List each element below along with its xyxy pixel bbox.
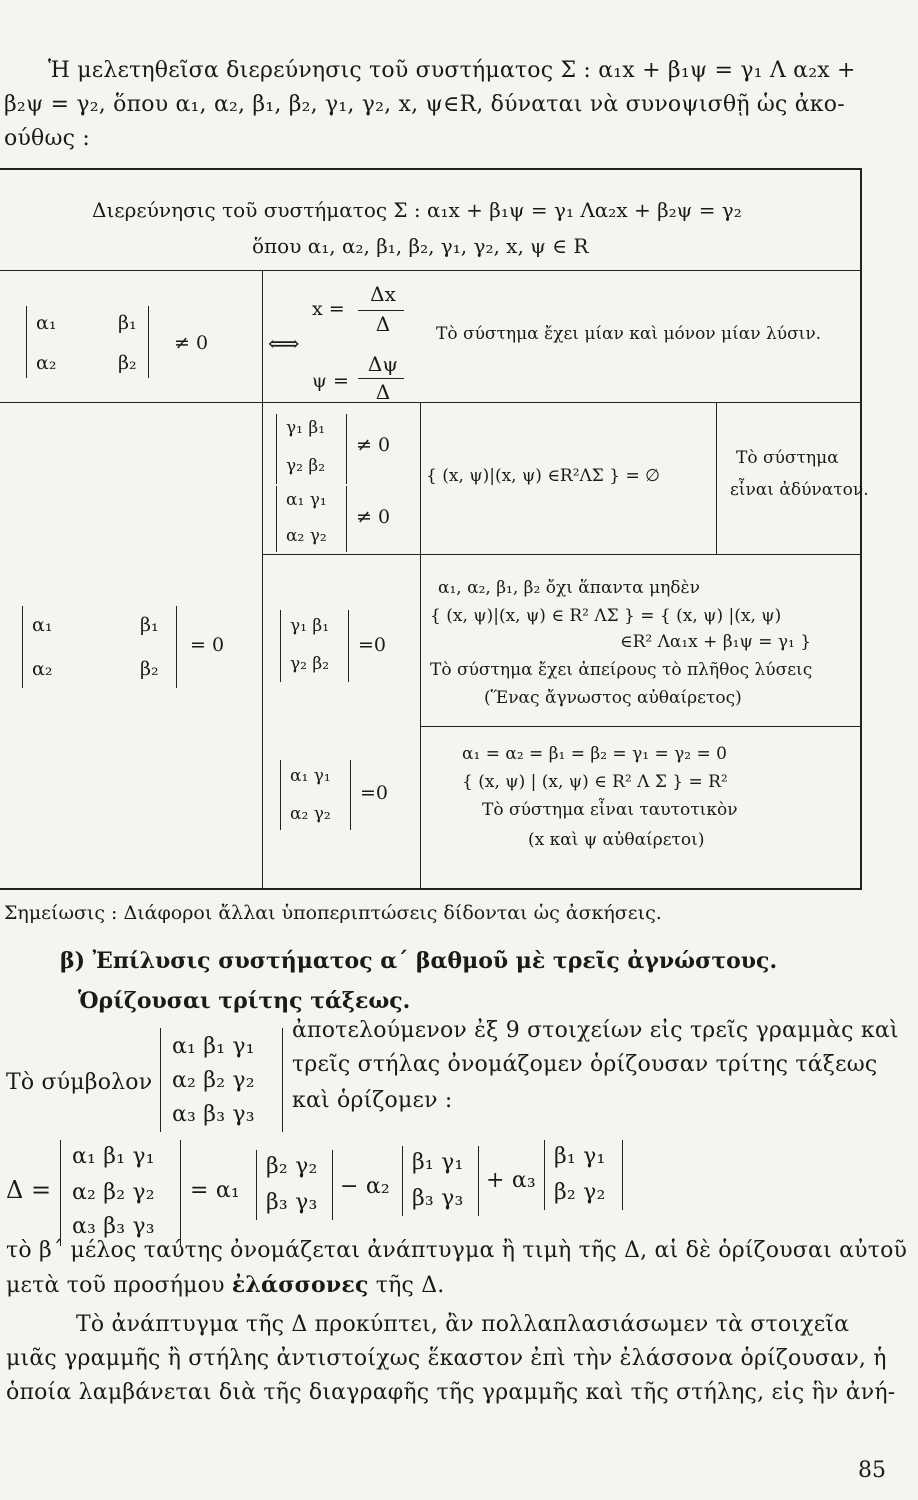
det-bar-left — [26, 306, 27, 378]
symbol-text-1: ἀποτελούμενον ἐξ 9 στοιχείων εἰς τρεῖς γραμμὰς καὶ — [292, 1018, 899, 1043]
row3-d2-r1: α₁ γ₁ — [290, 766, 331, 786]
det-bar — [544, 1140, 545, 1210]
intro-line-2: β₂ψ = γ₂, ὅπου α₁, α₂, β₁, β₂, γ₁, γ₂, x, ψ∈R, δύναται νὰ συνοψισθῇ ὡς ἀκο- — [4, 92, 845, 117]
row2-d1-neq: ≠ 0 — [356, 434, 391, 456]
row2-d2-r2: α₂ γ₂ — [286, 526, 327, 546]
row3-d1-eq: =0 — [358, 634, 387, 656]
symbol-row1: α₁ β₁ γ₁ — [172, 1034, 255, 1059]
det-bar — [402, 1146, 403, 1216]
vrule-main — [262, 402, 263, 890]
row2-d2-neq: ≠ 0 — [356, 506, 391, 528]
para1-line-2c: τῆς Δ. — [368, 1273, 445, 1298]
minor3-row2: β₂ γ₂ — [554, 1180, 606, 1205]
row3-d2-r2: α₂ γ₂ — [290, 804, 331, 824]
rule-row1 — [0, 402, 860, 403]
row3-case2-line3: Τὸ σύστημα εἶναι ταυτοτικὸν — [482, 800, 738, 820]
row2-result-2: εἶναι ἀδύνατον. — [730, 480, 869, 500]
det-bar — [180, 1140, 181, 1246]
row3-d2-eq: =0 — [360, 782, 389, 804]
row1-b1: β₁ — [118, 312, 137, 334]
row1-x-den: Δ — [375, 312, 391, 336]
table-title: Διερεύνησις τοῦ συστήματος Σ : α₁x + β₁ψ = γ₁ Λα₂x + β₂ψ = γ₂ — [92, 198, 742, 222]
rule-row3-inner — [420, 726, 860, 727]
det-bar — [478, 1146, 479, 1216]
minor2-row2: β₃ γ₃ — [412, 1186, 464, 1211]
vrule-row2-right — [716, 402, 717, 554]
row3-case1-line2: { (x, ψ)|(x, ψ) ∈ R² ΛΣ } = { (x, ψ) |(x, ψ) — [430, 606, 782, 626]
row1-neq: ≠ 0 — [174, 332, 209, 354]
minor2-row1: β₁ γ₁ — [412, 1150, 464, 1175]
row2-d2-r1: α₁ γ₁ — [286, 490, 327, 510]
det-bar — [346, 414, 347, 484]
det-bar — [60, 1140, 61, 1246]
det-bar — [256, 1150, 257, 1220]
para2-line-2: μιᾶς γραμμῆς ἢ στήλης ἀντιστοίχως ἕκαστον ἐπὶ τὴν ἐλάσσονα ὁρίζουσαν, ἡ — [6, 1346, 887, 1371]
row1-x-fracline — [358, 310, 404, 311]
row1-y-fracline — [358, 378, 404, 379]
row1-a1: α₁ — [36, 312, 57, 334]
minor1-row2: β₃ γ₃ — [266, 1190, 318, 1215]
para1-line-1: τὸ β΄ μέλος ταύτης ὀνομάζεται ἀνάπτυγμα ἢ τιμὴ τῆς Δ, αἱ δὲ ὁρίζουσαι αὐτοῦ — [6, 1238, 908, 1263]
page-number: 85 — [858, 1458, 886, 1483]
row3-d1-r1: γ₁ β₁ — [290, 616, 330, 636]
subsection-title: Ὁρίζουσαι τρίτης τάξεως. — [78, 988, 411, 1014]
para1-line-2 — [6, 1272, 445, 1298]
row2-result-1: Τὸ σύστημα — [736, 448, 839, 468]
det-bar — [280, 760, 281, 830]
det-bar — [276, 414, 277, 484]
expansion-delta: Δ = — [6, 1176, 52, 1204]
row1-result: Τὸ σύστημα ἔχει μίαν καὶ μόνον μίαν λύσιν. — [436, 324, 822, 344]
row1-y-lhs: ψ = — [312, 370, 349, 392]
row2-set: { (x, ψ)|(x, ψ) ∈R²ΛΣ } = ∅ — [426, 466, 660, 486]
minor1-row1: β₂ γ₂ — [266, 1154, 318, 1179]
row1-y-den: Δ — [375, 380, 391, 404]
expansion-plus-a3: + α₃ — [486, 1168, 536, 1193]
para1-line-2b: ἐλάσσονες — [231, 1272, 369, 1298]
row1-b2: β₂ — [118, 352, 137, 374]
row3-b2: β₂ — [140, 658, 159, 680]
det-bar — [280, 610, 281, 682]
intro-line-1: Ἡ μελετηθεῖσα διερεύνησις τοῦ συστήματος Σ : α₁x + β₁ψ = γ₁ Λ α₂x + — [48, 58, 856, 83]
det-bar — [332, 1150, 333, 1220]
symbol-text-3: καὶ ὁρίζομεν : — [292, 1088, 453, 1113]
row1-x-num: Δx — [370, 282, 396, 306]
det-bar — [350, 760, 351, 830]
row3-b1: β₁ — [140, 614, 159, 636]
vrule-inner — [420, 402, 421, 890]
row3-case1-line4: Τὸ σύστημα ἔχει ἀπείρους τὸ πλῆθος λύσεις — [430, 660, 813, 680]
note: Σημείωσις : Διάφοροι ἄλλαι ὑποπεριπτώσεις δίδονται ὡς ἀσκήσεις. — [4, 902, 662, 924]
rule-header — [0, 270, 860, 271]
row2-d1-r1: γ₁ β₁ — [286, 418, 326, 438]
row1-x-lhs: x = — [312, 298, 345, 320]
row3-case2-line2: { (x, ψ) | (x, ψ) ∈ R² Λ Σ } = R² — [462, 772, 728, 792]
row1-a2: α₂ — [36, 352, 57, 374]
row1-y-num: Δψ — [367, 352, 399, 376]
det-bar — [276, 486, 277, 552]
row3-case1-line3: ∈R² Λα₁x + β₁ψ = γ₁ } — [620, 632, 812, 652]
vrule-row1 — [262, 270, 263, 402]
row3-case2-line4: (x καὶ ψ αὐθαίρετοι) — [528, 830, 705, 850]
row3-d1-r2: γ₂ β₂ — [290, 654, 330, 674]
row3-a2: α₂ — [32, 658, 53, 680]
row3-case1-line5: (Ἕνας ἄγνωστος αὐθαίρετος) — [484, 688, 742, 708]
det-bar — [346, 486, 347, 552]
expansion-minus-a2: − α₂ — [340, 1174, 390, 1199]
row3-a1: α₁ — [32, 614, 53, 636]
row2-d1-r2: γ₂ β₂ — [286, 456, 326, 476]
det-bar — [22, 606, 23, 688]
row3-eq: = 0 — [190, 634, 225, 656]
section-title: β) Ἐπίλυσις συστήματος α΄ βαθμοῦ μὲ τρεῖς ἀγνώστους. — [60, 948, 778, 974]
discussion-table — [0, 168, 869, 890]
det-bar — [176, 606, 177, 688]
expansion-eq-a1: = α₁ — [190, 1178, 240, 1203]
symbol-row2: α₂ β₂ γ₂ — [172, 1068, 255, 1093]
table-subtitle: ὅπου α₁, α₂, β₁, β₂, γ₁, γ₂, x, ψ ∈ R — [252, 234, 589, 258]
rule-row2 — [262, 554, 860, 555]
expansion-row2: α₂ β₂ γ₂ — [72, 1180, 155, 1205]
row3-case2-line1: α₁ = α₂ = β₁ = β₂ = γ₁ = γ₂ = 0 — [462, 744, 727, 764]
det-bar — [348, 610, 349, 682]
symbol-label: Τὸ σύμβολον — [6, 1070, 153, 1095]
row3-case1-line1: α₁, α₂, β₁, β₂ ὄχι ἅπαντα μηδὲν — [438, 578, 700, 598]
para2-line-3: ὁποία λαμβάνεται διὰ τῆς διαγραφῆς τῆς γραμμῆς καὶ τῆς στήλης, εἰς ἣν ἀνή- — [6, 1380, 896, 1405]
para1-line-2a: μετὰ τοῦ προσήμου — [6, 1273, 232, 1298]
intro-line-3: ούθως : — [4, 126, 90, 151]
minor3-row1: β₁ γ₁ — [554, 1144, 606, 1169]
det-bar — [622, 1140, 623, 1210]
expansion-row3: α₃ β₃ γ₃ — [72, 1214, 155, 1239]
det-bar — [282, 1028, 283, 1132]
row1-iff: ⟺ — [268, 332, 300, 357]
expansion-row1: α₁ β₁ γ₁ — [72, 1144, 155, 1169]
para2-line-1: Τὸ ἀνάπτυγμα τῆς Δ προκύπτει, ἂν πολλαπλασιάσωμεν τὰ στοιχεῖα — [76, 1312, 850, 1337]
det-bar — [160, 1028, 161, 1132]
symbol-row3: α₃ β₃ γ₃ — [172, 1102, 255, 1127]
det-bar-right — [148, 306, 149, 378]
symbol-text-2: τρεῖς στήλας ὀνομάζομεν ὁρίζουσαν τρίτης τάξεως — [292, 1052, 878, 1077]
